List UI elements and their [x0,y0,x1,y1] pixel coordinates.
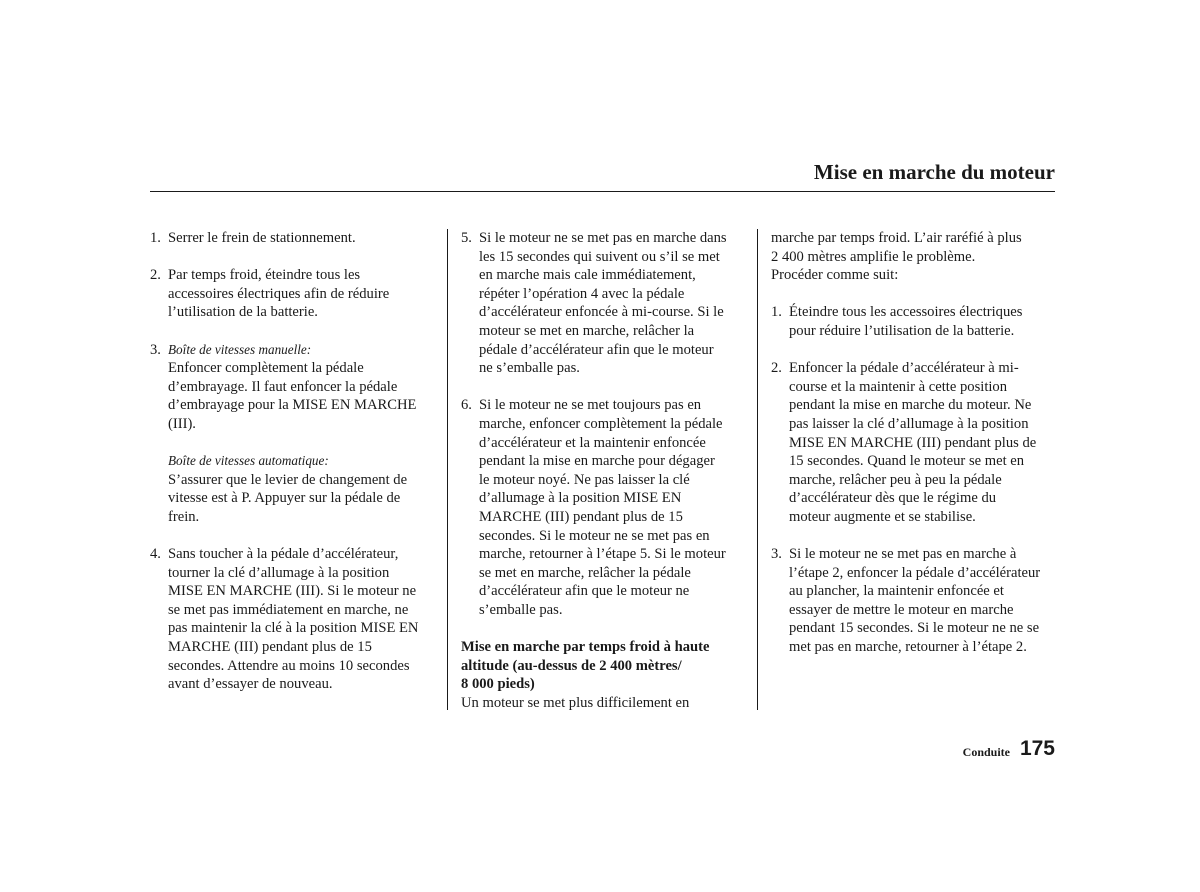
list-item-text: se met pas immédiatement en marche, ne [168,601,409,618]
intro-text: marche par temps froid. L’air raréfié à plus [771,230,1022,246]
list-item-3 [150,341,440,527]
list-item-text: S’assurer que le levier de changement de [168,471,408,488]
automatic-transmission-label: Boîte de vitesses automatique: [168,453,329,469]
list-item-text: le moteur noyé. Ne pas laisser la clé [479,471,690,488]
list-item-text: pédale d’accélérateur afin que le moteur [479,341,714,358]
list-item-text: en marche mais cale immédiatement, [479,267,696,284]
list-item-text: avant d’essayer de nouveau. [168,676,333,693]
list-item-text: se met en marche, relâcher la pédale [479,564,691,581]
list-item-text: MISE EN MARCHE (III). Si le moteur ne [168,583,417,600]
list-item-text: ne s’emballe pas. [479,360,580,377]
list-item-text: d’accélérateur et la maintenir enfoncée [479,434,706,451]
list-item-text: d’accélérateur afin que le moteur ne [479,583,690,600]
list-item-text: Enfoncer la pédale d’accélérateur à mi- [789,360,1019,377]
list-item-text: Serrer le frein de stationnement. [168,230,356,246]
column-divider-2 [757,229,758,710]
list-item-5 [461,229,753,378]
list-item-text: pour réduire l’utilisation de la batterie. [789,322,1015,339]
list-item-text: secondes. Attendre au moins 10 secondes [168,657,410,674]
list-item-text: d’allumage à la position MISE EN [479,490,682,507]
procedure-item-3 [771,545,1063,657]
list-item-text: d’embrayage. Il faut enfoncer la pédale [168,378,398,395]
section-heading: 8 000 pieds) [461,676,535,693]
title-rule [150,191,1055,192]
page-title: Mise en marche du moteur [813,160,1055,184]
list-item-number: 1. [150,230,161,246]
list-item-text: marche, retourner à l’étape 5. Si le moteur [479,546,726,563]
manual-transmission-label: Boîte de vitesses manuelle: [168,341,312,357]
list-item-text: tourner la clé d’allumage à la position [168,564,390,581]
list-item-6 [461,396,753,619]
list-item-text: met pas en marche, retourner à l’étape 2. [789,639,1027,656]
list-item-text: d’embrayage pour la MISE EN MARCHE [168,397,417,414]
list-item-text: Éteindre tous les accessoires électriques [789,304,1023,321]
column-1 [150,229,440,694]
list-item-number: 4. [150,546,161,563]
intro-text: Procéder comme suit: [771,267,899,284]
list-item-number: 2. [150,267,161,284]
list-item-text: d’accélérateur dès que le régime du [789,490,997,507]
footer-section-label: Conduite [962,745,1010,759]
list-item-text: Si le moteur ne se met toujours pas en [479,397,702,414]
procedure-item-1 [771,303,1063,340]
procedure-item-2 [771,359,1063,526]
list-item-text: MARCHE (III) pendant plus de 15 [168,639,372,656]
list-item-text: les 15 secondes qui suivent ou s’il se met [479,248,720,265]
list-item-number: 3. [150,341,161,358]
list-item-text: moteur se met en marche, relâcher la [479,322,695,339]
list-item-text: moteur augmente et se stabilise. [789,508,976,525]
list-item-number: 1. [771,304,782,321]
cold-altitude-section [461,638,753,712]
list-item-text: l’utilisation de la batterie. [168,304,318,321]
list-item-number: 2. [771,360,782,377]
list-item-text: Sans toucher à la pédale d’accélérateur, [168,546,399,563]
column-2 [461,229,753,712]
list-item-4 [150,545,440,694]
list-item-text: secondes. Si le moteur ne se met pas en [479,527,710,544]
list-item-text: Si le moteur ne se met pas en marche dans [479,230,727,246]
section-heading: altitude (au-dessus de 2 400 mètres/ [461,657,682,674]
list-item-text: vitesse est à P. Appuyer sur la pédale de [168,490,401,507]
list-item-text: au plancher, la maintenir enfoncée et [789,583,1004,600]
page-number: 175 [1019,737,1055,760]
list-item-text: Par temps froid, éteindre tous les [168,267,361,284]
list-item-text: pas maintenir la clé à la position MISE EN [168,620,419,637]
section-heading: Mise en marche par temps froid à haute [461,639,710,656]
list-item-text: marche, enfoncer complètement la pédale [479,415,723,432]
list-item-text: l’étape 2, enfoncer la pédale d’accélérateur [789,564,1041,581]
list-item-text: répéter l’opération 4 avec la pédale [479,285,685,302]
list-item-text: MARCHE (III) pendant plus de 15 [479,508,683,525]
list-item-2 [150,266,440,322]
list-item-number: 5. [461,230,472,246]
list-item-number: 3. [771,546,782,563]
list-item-text: marche, relâcher peu à peu la pédale [789,471,1002,488]
list-item-text: accessoires électriques afin de réduire [168,285,390,302]
intro-text: 2 400 mètres amplifie le problème. [771,248,976,265]
list-item-text: (III). [168,415,196,432]
list-item-text: Enfoncer complètement la pédale [168,360,364,377]
list-item-text: MISE EN MARCHE (III) pendant plus de [789,434,1037,451]
list-item-text: course et la maintenir à cette position [789,378,1008,395]
list-item-text: frein. [168,508,200,525]
list-item-text: s’emballe pas. [479,601,563,618]
column-divider-1 [447,229,448,710]
list-item-text: pendant la mise en marche du moteur. Ne [789,397,1032,414]
list-item-text: d’accélérateur enfoncée à mi-course. Si le [479,304,724,321]
list-item-text: pas laisser la clé d’allumage à la position [789,415,1029,432]
column-3 [771,229,1063,657]
section-text: Un moteur se met plus difficilement en [461,694,690,711]
list-item-1 [150,229,440,248]
list-item-text: essayer de mettre le moteur en marche [789,601,1014,618]
list-item-text: Si le moteur ne se met pas en marche à [789,546,1017,563]
list-item-number: 6. [461,397,472,414]
list-item-text: 15 secondes. Quand le moteur se met en [789,453,1025,470]
list-item-text: pendant la mise en marche pour dégager [479,453,715,470]
list-item-text: pendant 15 secondes. Si le moteur ne ne se [789,620,1040,637]
